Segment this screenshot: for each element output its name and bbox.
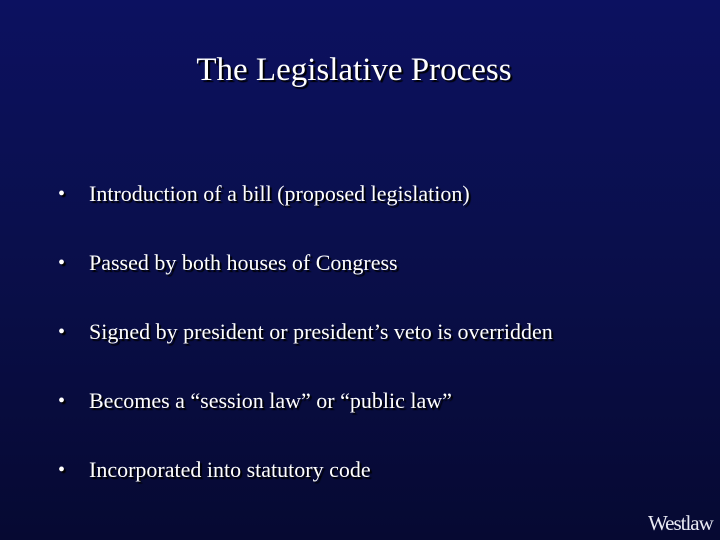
westlaw-logo: Westlaw	[648, 511, 713, 535]
slide-title: The Legislative Process	[196, 52, 512, 88]
bullet-icon: •	[58, 252, 66, 274]
bullet-icon: •	[58, 321, 66, 343]
bullet-icon: •	[58, 390, 66, 412]
bullet-text: Introduction of a bill (proposed legislation)	[89, 181, 470, 206]
bullet-item	[58, 174, 553, 243]
bullet-icon: •	[58, 459, 66, 481]
bullet-icon: •	[58, 183, 66, 205]
bullet-text: Signed by president or president’s veto is overridden	[89, 319, 553, 344]
bullet-list	[58, 174, 553, 519]
bullet-text: Becomes a “session law” or “public law”	[89, 388, 452, 413]
bullet-item	[58, 381, 553, 450]
bullet-text: Incorporated into statutory code	[89, 457, 371, 482]
bullet-item	[58, 450, 553, 519]
bullet-item	[58, 312, 553, 381]
bullet-item	[58, 243, 553, 312]
bullet-text: Passed by both houses of Congress	[89, 250, 398, 275]
